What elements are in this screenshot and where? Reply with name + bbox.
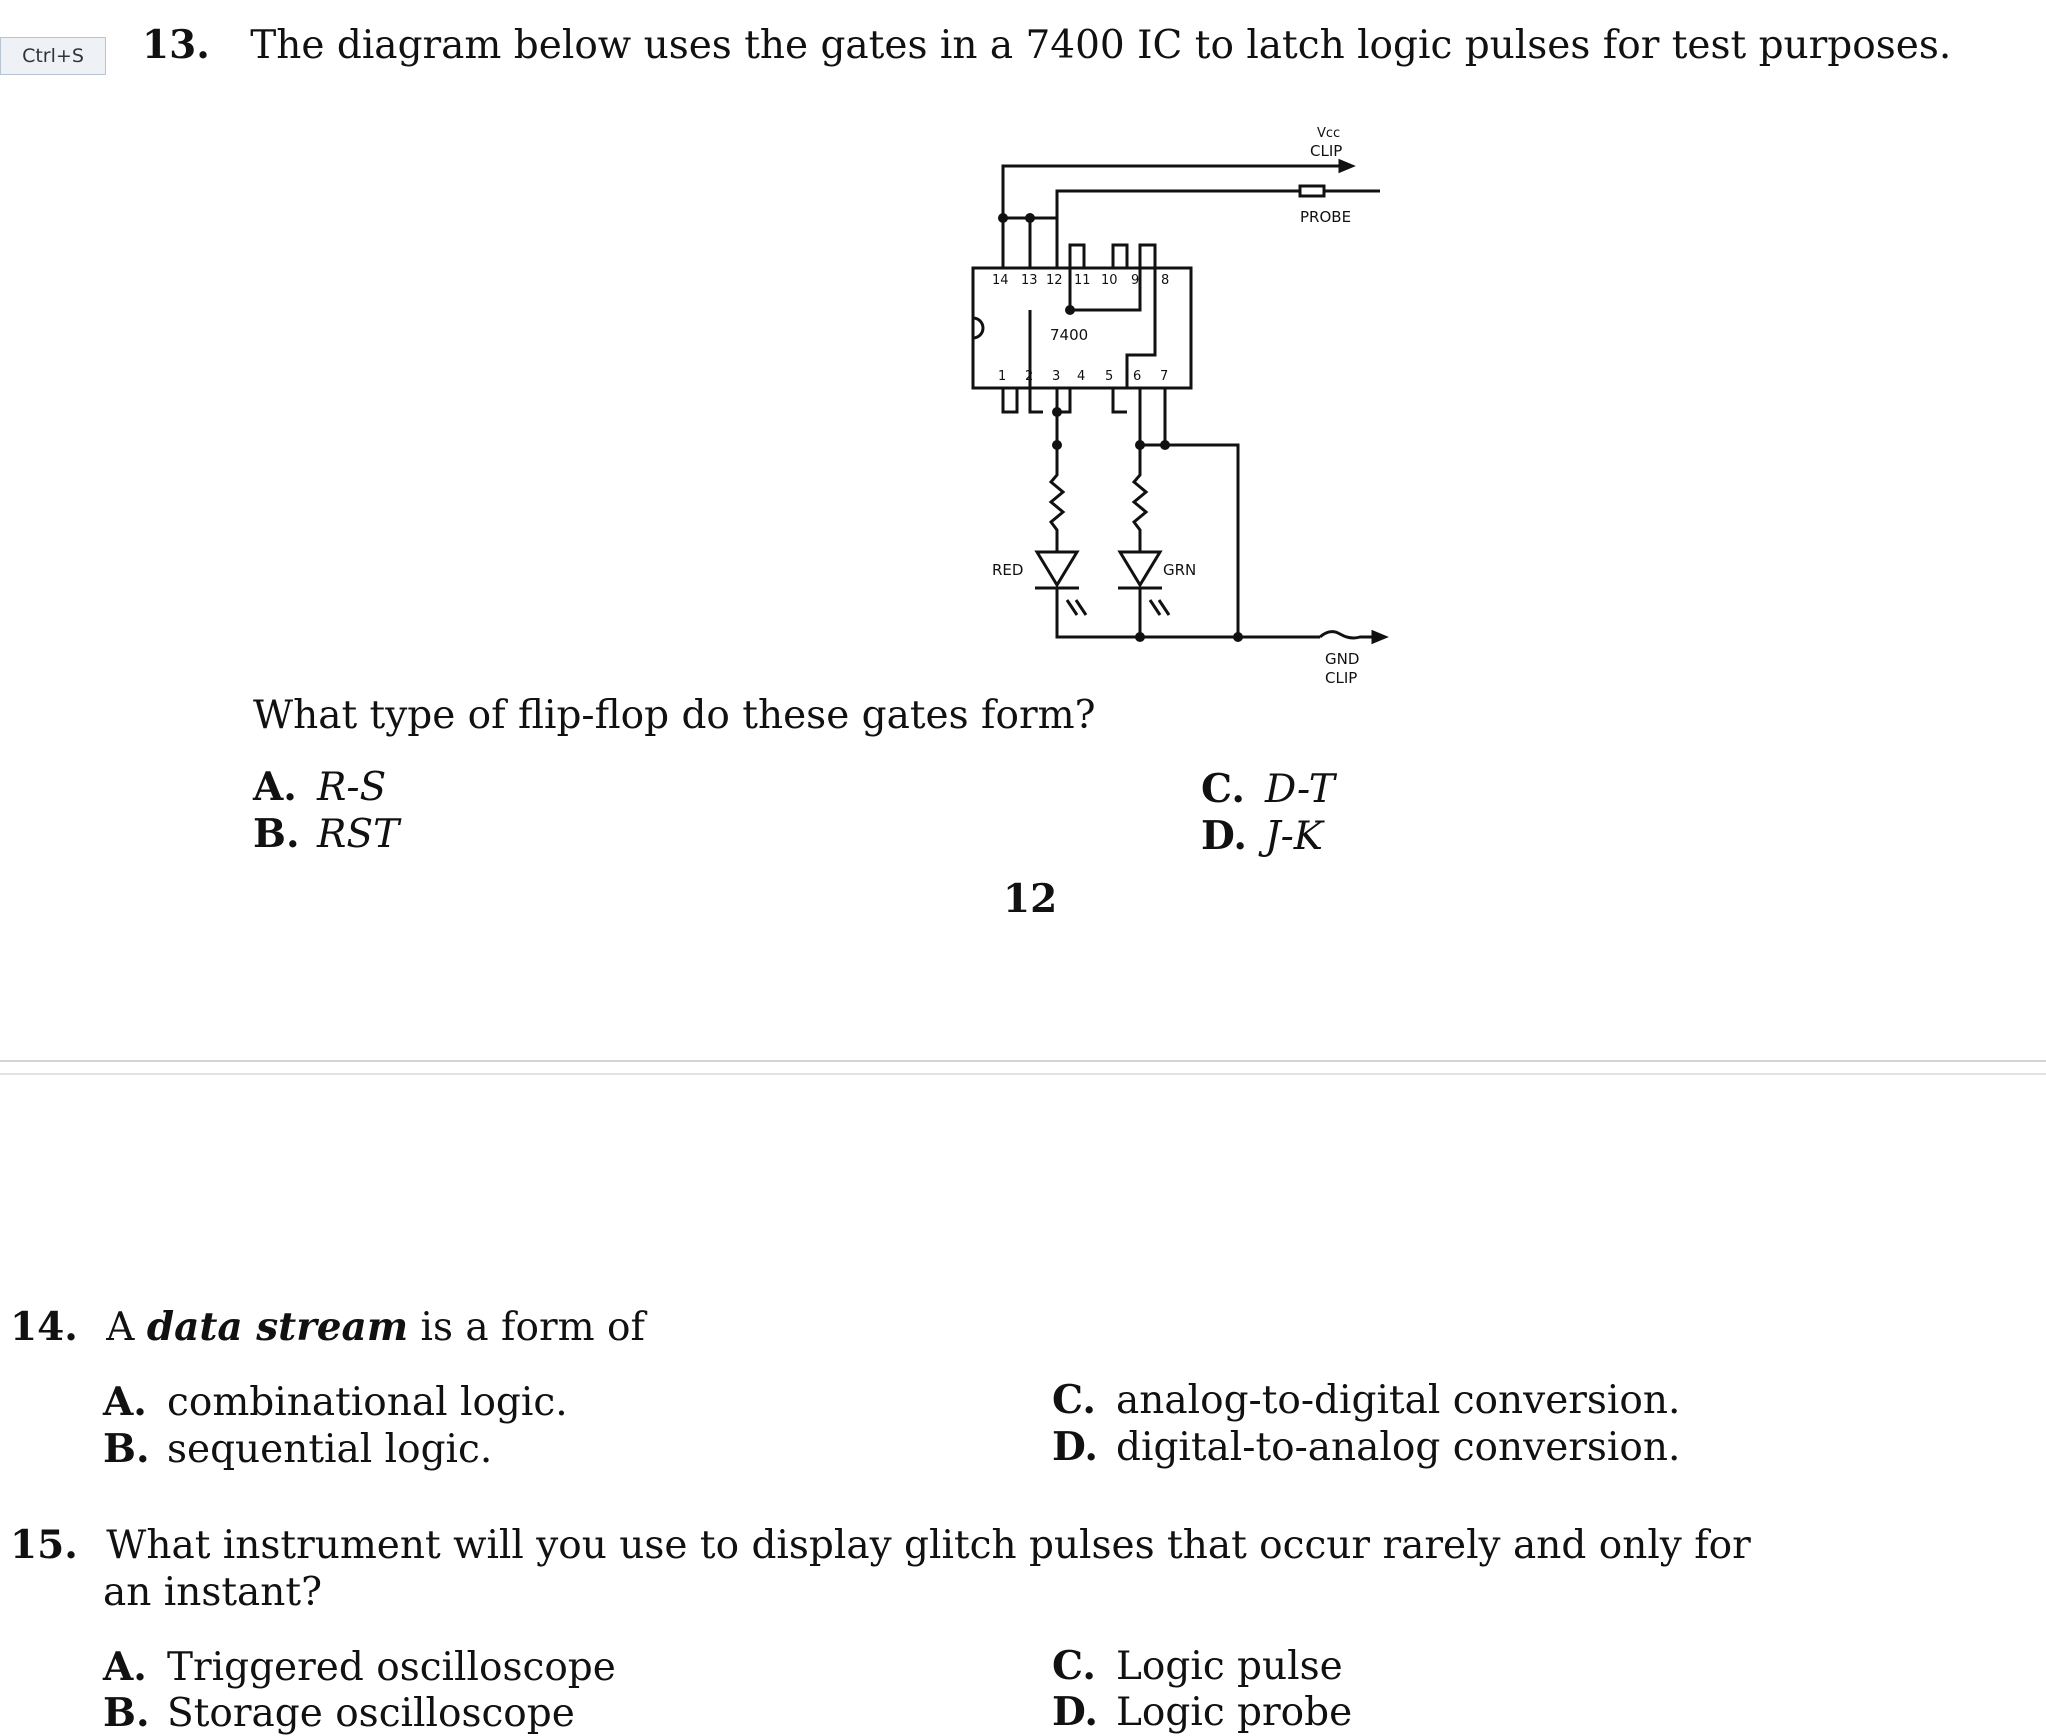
pin-2: 2	[1025, 369, 1034, 384]
q13-option-d[interactable]	[1201, 813, 1323, 859]
q14-option-d[interactable]	[1052, 1424, 1680, 1470]
question-14-text-suffix: is a form of	[408, 1305, 645, 1350]
question-13	[142, 22, 1951, 68]
gnd-clip-label: CLIP	[1325, 669, 1358, 687]
question-14-number: 14.	[10, 1304, 78, 1350]
page-divider-top	[0, 1060, 2046, 1062]
q13-option-b[interactable]	[253, 811, 399, 857]
option-label: D.	[1201, 813, 1248, 859]
option-text: R-S	[317, 765, 387, 810]
q15-option-d[interactable]	[1052, 1689, 1352, 1735]
option-text: Logic probe	[1116, 1690, 1353, 1735]
vcc-wire	[1003, 166, 1340, 222]
vcc-arrow	[1340, 161, 1352, 171]
option-text: analog-to-digital conversion.	[1116, 1378, 1681, 1423]
option-text: RST	[317, 812, 400, 857]
probe-label: PROBE	[1300, 208, 1352, 226]
grn-led-label: GRN	[1163, 561, 1197, 579]
option-text: digital-to-analog conversion.	[1116, 1425, 1681, 1470]
option-text: D-T	[1265, 767, 1335, 812]
q15-option-c[interactable]	[1052, 1643, 1343, 1689]
probe-tip	[1300, 186, 1324, 196]
option-label: B.	[103, 1690, 150, 1736]
gnd-label: GND	[1325, 650, 1360, 668]
option-label: C.	[1052, 1377, 1096, 1423]
option-label: A.	[103, 1644, 147, 1690]
pin-1: 1	[998, 369, 1007, 384]
ic-label: 7400	[1050, 326, 1089, 344]
pin-3: 3	[1052, 369, 1061, 384]
pin-5: 5	[1105, 369, 1114, 384]
pin-7: 7	[1160, 369, 1169, 384]
option-label: A.	[253, 764, 297, 810]
q14-option-b[interactable]	[103, 1426, 492, 1472]
pin-6: 6	[1133, 369, 1142, 384]
pin-12: 12	[1046, 273, 1063, 288]
pin-14: 14	[992, 273, 1009, 288]
pin-11: 11	[1074, 273, 1091, 288]
page-number: 12	[1003, 876, 1058, 922]
option-label: C.	[1052, 1643, 1096, 1689]
pin-10: 10	[1101, 273, 1118, 288]
q15-option-b[interactable]	[103, 1690, 575, 1736]
question-15-text-line1: What instrument will you use to display glitch pulses that occur rarely and only for	[106, 1523, 1751, 1568]
question-14	[10, 1304, 645, 1350]
latch-circuit-diagram	[960, 115, 1400, 695]
q13-option-c[interactable]	[1201, 766, 1335, 812]
option-label: A.	[103, 1379, 147, 1425]
question-13-text: The diagram below uses the gates in a 7400 IC to latch logic pulses for test purposes.	[250, 23, 1952, 68]
option-text: Logic pulse	[1116, 1644, 1343, 1689]
gnd-clip-wire	[1320, 632, 1375, 638]
pin-13: 13	[1021, 273, 1038, 288]
pin-8: 8	[1161, 273, 1170, 288]
option-text: Triggered oscilloscope	[167, 1645, 616, 1690]
question-15-number: 15.	[10, 1522, 78, 1568]
question-14-emphasis: data stream	[146, 1304, 409, 1350]
vcc-clip-label: CLIP	[1310, 142, 1343, 160]
q14-option-a[interactable]	[103, 1379, 568, 1425]
question-14-text-prefix: A	[106, 1305, 147, 1350]
option-label: D.	[1052, 1689, 1099, 1735]
option-text: sequential logic.	[167, 1427, 493, 1472]
option-text: J-K	[1265, 814, 1323, 859]
q15-option-a[interactable]	[103, 1644, 616, 1690]
question-13-subquestion: What type of flip-flop do these gates form?	[253, 693, 1096, 738]
save-shortcut-badge[interactable]: Ctrl+S	[0, 37, 106, 75]
q14-option-c[interactable]	[1052, 1377, 1680, 1423]
question-15	[10, 1522, 1751, 1568]
option-label: B.	[253, 811, 300, 857]
probe-wire	[1057, 191, 1300, 222]
option-label: B.	[103, 1426, 150, 1472]
red-led-diode	[1037, 552, 1077, 585]
page-divider-bottom	[0, 1073, 2046, 1075]
option-text: Storage oscilloscope	[167, 1691, 575, 1736]
option-text: combinational logic.	[167, 1380, 568, 1425]
q13-option-a[interactable]	[253, 764, 386, 810]
pin-4: 4	[1077, 369, 1086, 384]
red-led-label: RED	[992, 561, 1024, 579]
question-15-text-line2: an instant?	[103, 1570, 322, 1615]
pin-9: 9	[1131, 273, 1140, 288]
option-label: D.	[1052, 1424, 1099, 1470]
grn-led-diode	[1120, 552, 1160, 585]
option-label: C.	[1201, 766, 1245, 812]
vcc-label: Vcc	[1317, 126, 1341, 141]
question-13-number: 13.	[142, 22, 210, 68]
